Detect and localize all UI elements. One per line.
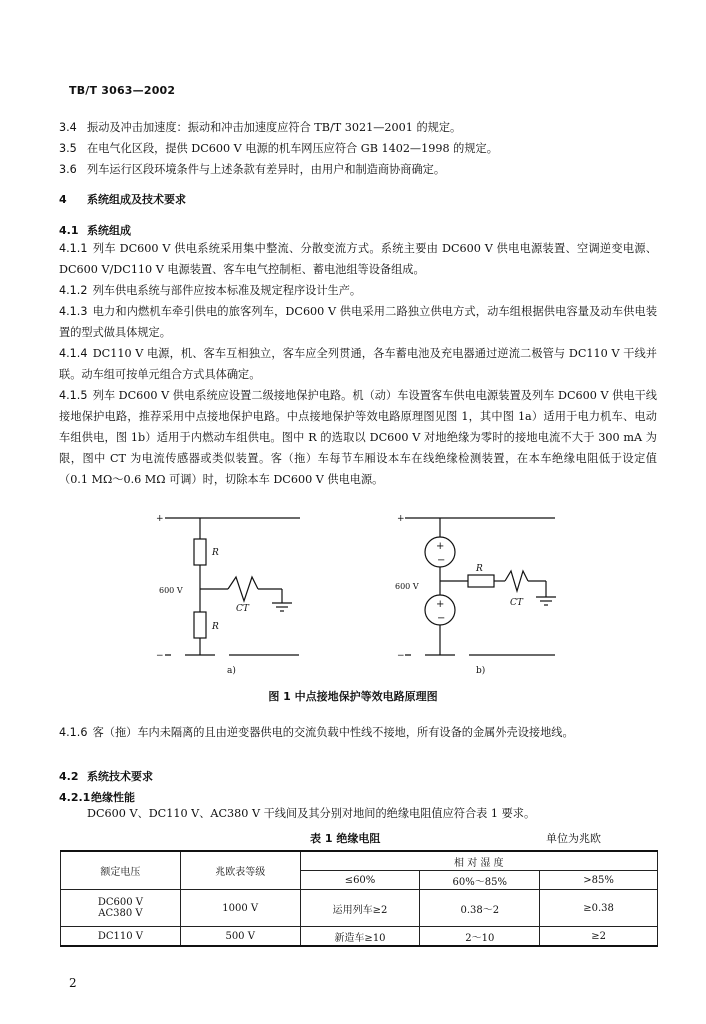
clause-text: 列车 DC600 V 供电系统应设置二级接地保护电路。机（动）车设置客车供电电源装置及列车 DC600 V 供电干线接地保护电路，推荐采用中点接地保护电路。中点接地保护等效电路原理图见图 1，其中图 1a）适用于电力机车、电动车组供电，图 1b）适用于内燃动车组供电。图中 R 的选取以 DC600 V 对地绝缘为零时的接地电流不大于 300 mA 为限，图中 CT 为电流传感器或类似装置。客（拖）车每节车厢设本车在线绝缘检测装置，在本车绝缘电阻低于设定值（0.1 MΩ～0.6 MΩ 可调）时，切除本车 DC600 V 供电电源。	[59, 389, 657, 486]
header-humidity-high: >85%	[540, 871, 658, 890]
circuit-b	[405, 518, 556, 655]
document-number: TB/T 3063—2002	[69, 84, 176, 97]
clause-text: DC110 V 电源，机、客车互相独立，客车应全列贯通，各车蓄电池及充电器通过逆流二极管与 DC110 V 干线并联。动车组可按单元组合方式具体确定。	[59, 347, 657, 381]
source-plus-b: +	[436, 541, 445, 552]
voltage-label-b: 600 V	[395, 582, 419, 591]
clause-text: 列车供电系统与部件应按本标准及规定程序设计生产。	[92, 284, 362, 297]
cell-humidity-low: 运用列车≥2	[300, 890, 420, 927]
subfigure-label-a: a)	[227, 666, 236, 676]
clause-number: 4.1.2	[59, 284, 88, 297]
plus-label-a: +	[156, 514, 164, 524]
heading-number: 4	[59, 193, 67, 206]
clause-text: 在电气化区段，提供 DC600 V 电源的机车网压应符合 GB 1402—1998 的规定。	[87, 142, 498, 155]
source-minus-b: −	[437, 555, 446, 566]
resistor-b	[468, 575, 494, 587]
clause-4-1-5	[59, 385, 657, 490]
source-minus-b: −	[437, 613, 446, 624]
resistor-bottom-a	[194, 612, 206, 638]
resistor-top-a	[194, 539, 206, 565]
clause-3-4	[59, 117, 657, 138]
clause-4-1-6	[59, 722, 657, 743]
clause-text: 列车 DC600 V 供电系统采用集中整流、分散变流方式。系统主要由 DC600 V 供电电源装置、空调逆变电源、DC600 V/DC110 V 电源装置、客车电气控制柜、蓄电池组等设备组成。	[59, 242, 657, 276]
section-4-heading	[59, 191, 186, 207]
clause-3-6	[59, 159, 657, 180]
table-header-row	[61, 851, 658, 871]
clause-number: 4.1.6	[59, 726, 88, 739]
page-number: 2	[69, 976, 77, 990]
clause-text: 电力和内燃机车牵引供电的旅客列车，DC600 V 供电采用二路独立供电方式，动车组根据供电容量及动车供电装置的型式做具体规定。	[59, 305, 658, 339]
clause-text: 客（拖）车内未隔离的且由逆变器供电的交流负载中性线不接地，所有设备的金属外壳设接地线。	[92, 726, 574, 739]
clause-4-1-2	[59, 280, 657, 301]
heading-text: 系统技术要求	[87, 770, 153, 783]
clause-4-1-4	[59, 343, 657, 385]
header-rated-voltage: 额定电压	[61, 851, 181, 890]
section-4-2-heading	[59, 768, 153, 784]
cell-rated-voltage	[61, 890, 181, 927]
plus-label-b: +	[397, 514, 405, 524]
insulation-resistance-table	[60, 850, 658, 947]
heading-text: 系统组成	[87, 224, 131, 237]
clause-number: 4.1.5	[59, 389, 88, 402]
subfigure-label-b: b)	[476, 666, 486, 676]
table-row	[61, 927, 658, 947]
clause-number: 3.4	[59, 121, 77, 134]
clause-text: 列车运行区段环境条件与上述条款有差异时，由用户和制造商协商确定。	[87, 163, 446, 176]
cell-meter-grade: 500 V	[180, 927, 300, 947]
clause-number: 4.1.4	[59, 347, 88, 360]
table-title: 表 1 绝缘电阻	[310, 832, 381, 845]
voltage-label-a: 600 V	[159, 586, 183, 595]
ct-label-b: CT	[510, 598, 523, 608]
table-unit: 单位为兆欧	[546, 832, 601, 845]
cell-humidity-high: ≥2	[540, 927, 658, 947]
heading-text: 绝缘性能	[91, 791, 135, 804]
resistor-label-a-bottom: R	[212, 622, 219, 632]
minus-label-a: −	[156, 651, 164, 661]
circuit-a	[165, 518, 300, 655]
clause-4-1-1	[59, 238, 657, 280]
cell-meter-grade: 1000 V	[180, 890, 300, 927]
cell-humidity-high: ≥0.38	[540, 890, 658, 927]
header-relative-humidity: 相 对 湿 度	[300, 851, 657, 871]
minus-label-b: −	[397, 651, 405, 661]
heading-text: 系统组成及技术要求	[87, 193, 186, 206]
cell-humidity-mid: 2～10	[420, 927, 540, 947]
section-4-1-heading	[59, 222, 131, 238]
header-humidity-low: ≤60%	[300, 871, 420, 890]
header-humidity-mid: 60%～85%	[420, 871, 540, 890]
cell-humidity-mid: 0.38～2	[420, 890, 540, 927]
ct-coil-b	[505, 571, 528, 591]
rated-voltage-line: AC380 V	[98, 908, 143, 919]
cell-rated-voltage: DC110 V	[61, 927, 181, 947]
heading-number: 4.2	[59, 770, 79, 783]
heading-number: 4.1	[59, 224, 79, 237]
clause-number: 3.6	[59, 163, 77, 176]
clause-number: 3.5	[59, 142, 77, 155]
resistor-label-b: R	[476, 564, 483, 574]
clause-text: 振动及冲击加速度：振动和冲击加速度应符合 TB/T 3021—2001 的规定。	[87, 121, 462, 134]
ct-label-a: CT	[236, 604, 249, 614]
clause-number: 4.1.1	[59, 242, 88, 255]
heading-number: 4.2.1	[59, 791, 91, 804]
ct-coil-a	[228, 577, 258, 601]
header-meter-grade: 兆欧表等级	[180, 851, 300, 890]
clause-3-5	[59, 138, 657, 159]
figure-1-circuit-diagram	[0, 505, 706, 683]
clause-4-1-3	[59, 301, 657, 343]
resistor-label-a-top: R	[212, 548, 219, 558]
table-row	[61, 890, 658, 927]
rated-voltage-line: DC600 V	[97, 897, 143, 908]
source-plus-b: +	[436, 599, 445, 610]
clause-4-2-1-text: DC600 V、DC110 V、AC380 V 干线间及其分别对地间的绝缘电阻值应符合表 1 要求。	[87, 807, 536, 820]
cell-humidity-low: 新造车≥10	[300, 927, 420, 947]
figure-caption: 图 1 中点接地保护等效电路原理图	[268, 690, 438, 703]
clause-number: 4.1.3	[59, 305, 88, 318]
